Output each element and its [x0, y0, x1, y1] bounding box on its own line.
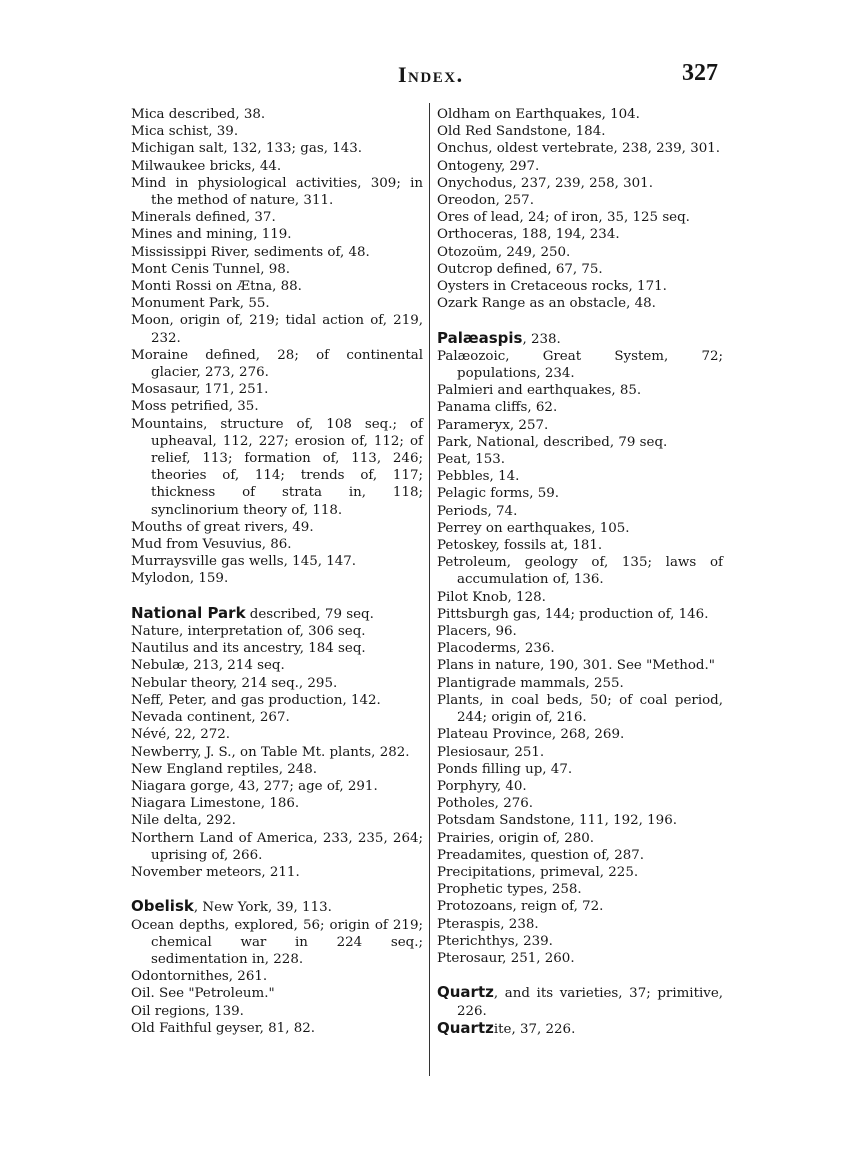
index-entry: Moss petrified, 35.	[131, 399, 259, 415]
index-entry: Quartz, and its varieties, 37; primitive, 226.	[437, 983, 723, 1019]
letter-gap	[437, 312, 723, 329]
index-entry: Park, National, described, 79 seq.	[437, 434, 668, 450]
index-entry: Periods, 74.	[437, 503, 518, 519]
page-header	[130, 60, 722, 94]
index-entry: Potsdam Sandstone, 111, 192, 196.	[437, 813, 677, 829]
index-entry: Plateau Province, 268, 269.	[437, 727, 625, 743]
index-entry: Névé, 22, 272.	[131, 727, 231, 743]
index-entry: Mountains, structure of, 108 seq.; of upheaval, 112, 227; erosion of, 112; of relief, 113; formation of, 113, 246; theories of, 114; trends of, 117; thickness of strata in, 118; synclinorium theory of, 118.	[131, 416, 423, 518]
index-entry: Mines and mining, 119.	[131, 227, 292, 243]
index-entry: Placers, 96.	[437, 624, 517, 640]
index-entry: Mica schist, 39.	[131, 124, 239, 140]
index-entry: Milwaukee bricks, 44.	[131, 158, 282, 174]
index-entry: Palæaspis, 238.	[437, 328, 561, 347]
index-entry: Oysters in Cretaceous rocks, 171.	[437, 279, 667, 295]
index-entry: Placoderms, 236.	[437, 641, 555, 657]
letter-gap	[437, 967, 723, 984]
letter-heading: Quartz	[437, 1018, 494, 1037]
index-entry: Pelagic forms, 59.	[437, 486, 560, 502]
index-entry: Niagara Limestone, 186.	[131, 796, 300, 812]
index-entry: Mud from Vesuvius, 86.	[131, 537, 292, 553]
index-entry: Pittsburgh gas, 144; production of, 146.	[437, 606, 709, 622]
index-entry: Nautilus and its ancestry, 184 seq.	[131, 641, 366, 657]
index-entry: Plants, in coal beds, 50; of coal period, 244; origin of, 216.	[437, 692, 723, 726]
column-divider	[429, 103, 430, 1076]
index-entry: Moraine defined, 28; of continental glacier, 273, 276.	[131, 347, 423, 381]
index-entry: Obelisk, New York, 39, 113.	[131, 897, 332, 916]
index-entry: Mind in physiological activities, 309; in the method of nature, 311.	[131, 175, 423, 209]
index-entry: Mosasaur, 171, 251.	[131, 382, 269, 398]
index-entry: Pebbles, 14.	[437, 469, 520, 485]
index-entry: Petoskey, fossils at, 181.	[437, 538, 603, 554]
index-entry: Nature, interpretation of, 306 seq.	[131, 624, 366, 640]
index-entry: Prairies, origin of, 280.	[437, 830, 595, 846]
index-entry: Oreodon, 257.	[437, 193, 534, 209]
index-entry: Palmieri and earthquakes, 85.	[437, 383, 642, 399]
letter-gap	[131, 881, 423, 898]
index-entry: Oil regions, 139.	[131, 1003, 244, 1019]
index-entry: Pterichthys, 239.	[437, 933, 553, 949]
index-entry: Preadamites, question of, 287.	[437, 847, 645, 863]
index-entry: Mississippi River, sediments of, 48.	[131, 244, 370, 260]
index-entry: Outcrop defined, 67, 75.	[437, 261, 603, 277]
index-entry: Precipitations, primeval, 225.	[437, 864, 639, 880]
index-entry: Minerals defined, 37.	[131, 210, 276, 226]
index-entry: Old Faithful geyser, 81, 82.	[131, 1020, 316, 1036]
index-entry: Potholes, 276.	[437, 796, 534, 812]
index-entry: Moon, origin of, 219; tidal action of, 219, 232.	[131, 313, 423, 346]
index-entry: Oil. See "Petroleum."	[131, 986, 275, 1002]
index-entry: Quartzite, 37, 226.	[437, 1018, 576, 1037]
index-entry: Ocean depths, explored, 56; origin of 219; chemical war in 224 seq.; sedimentation in, 228.	[131, 917, 423, 967]
index-entry: Odontornithes, 261.	[131, 969, 268, 985]
index-column-right	[437, 106, 723, 1038]
index-entry: Orthoceras, 188, 194, 234.	[437, 227, 620, 243]
index-entry: National Park described, 79 seq.	[131, 603, 374, 622]
index-entry: Old Red Sandstone, 184.	[437, 124, 606, 140]
index-entry: Ores of lead, 24; of iron, 35, 125 seq.	[437, 210, 690, 226]
index-entry: Plans in nature, 190, 301. See "Method."	[437, 658, 715, 674]
index-entry: Ponds filling up, 47.	[437, 761, 573, 777]
index-entry: New England reptiles, 248.	[131, 761, 318, 777]
letter-heading: Obelisk	[131, 897, 194, 916]
index-entry: Pteraspis, 238.	[437, 916, 539, 932]
index-entry: Otozoüm, 249, 250.	[437, 244, 571, 260]
index-entry: Onychodus, 237, 239, 258, 301.	[437, 175, 653, 191]
index-entry: Michigan salt, 132, 133; gas, 143.	[131, 141, 363, 157]
index-entry: Palæozoic, Great System, 72; populations, 234.	[437, 348, 723, 382]
index-entry: Pterosaur, 251, 260.	[437, 950, 575, 966]
index-entry: Mylodon, 159.	[131, 571, 229, 587]
index-entry: Nebulæ, 213, 214 seq.	[131, 658, 285, 674]
index-entry: Niagara gorge, 43, 277; age of, 291.	[131, 778, 378, 794]
index-entry: Mouths of great rivers, 49.	[131, 519, 314, 535]
letter-heading: National Park	[131, 603, 246, 622]
index-entry: Monument Park, 55.	[131, 296, 270, 312]
index-entry: Nevada continent, 267.	[131, 710, 290, 726]
index-entry: Neff, Peter, and gas production, 142.	[131, 692, 381, 708]
index-entry: Parameryx, 257.	[437, 417, 549, 433]
index-entry: Plantigrade mammals, 255.	[437, 675, 624, 691]
index-entry: Mont Cenis Tunnel, 98.	[131, 261, 291, 277]
index-entry: Northern Land of America, 233, 235, 264; uprising of, 266.	[131, 830, 423, 863]
index-entry: November meteors, 211.	[131, 864, 300, 880]
index-entry: Plesiosaur, 251.	[437, 744, 545, 760]
index-entry: Onchus, oldest vertebrate, 238, 239, 301.	[437, 141, 721, 157]
running-title: Index.	[398, 62, 464, 87]
index-entry: Oldham on Earthquakes, 104.	[437, 107, 640, 122]
index-entry: Ontogeny, 297.	[437, 158, 540, 174]
index-entry: Nebular theory, 214 seq., 295.	[131, 675, 338, 691]
index-entry: Ozark Range as an obstacle, 48.	[437, 296, 656, 312]
letter-heading: Quartz	[437, 983, 494, 1002]
index-entry: Monti Rossi on Ætna, 88.	[131, 279, 302, 295]
index-entry: Pilot Knob, 128.	[437, 589, 546, 605]
index-entry: Peat, 153.	[437, 452, 506, 468]
letter-gap	[131, 588, 423, 605]
index-entry: Protozoans, reign of, 72.	[437, 899, 604, 915]
letter-heading: Palæaspis	[437, 328, 523, 347]
index-entry: Panama cliffs, 62.	[437, 400, 558, 416]
index-entry: Porphyry, 40.	[437, 778, 527, 794]
index-entry: Prophetic types, 258.	[437, 882, 582, 898]
page-number: 327	[682, 60, 718, 86]
index-entry: Newberry, J. S., on Table Mt. plants, 282.	[131, 744, 410, 760]
index-entry: Nile delta, 292.	[131, 813, 236, 829]
index-column-left	[131, 106, 423, 1037]
index-entry: Perrey on earthquakes, 105.	[437, 520, 630, 536]
index-entry: Petroleum, geology of, 135; laws of accumulation of, 136.	[437, 555, 723, 588]
index-entry: Murraysville gas wells, 145, 147.	[131, 554, 357, 570]
index-entry: Mica described, 38.	[131, 107, 266, 122]
